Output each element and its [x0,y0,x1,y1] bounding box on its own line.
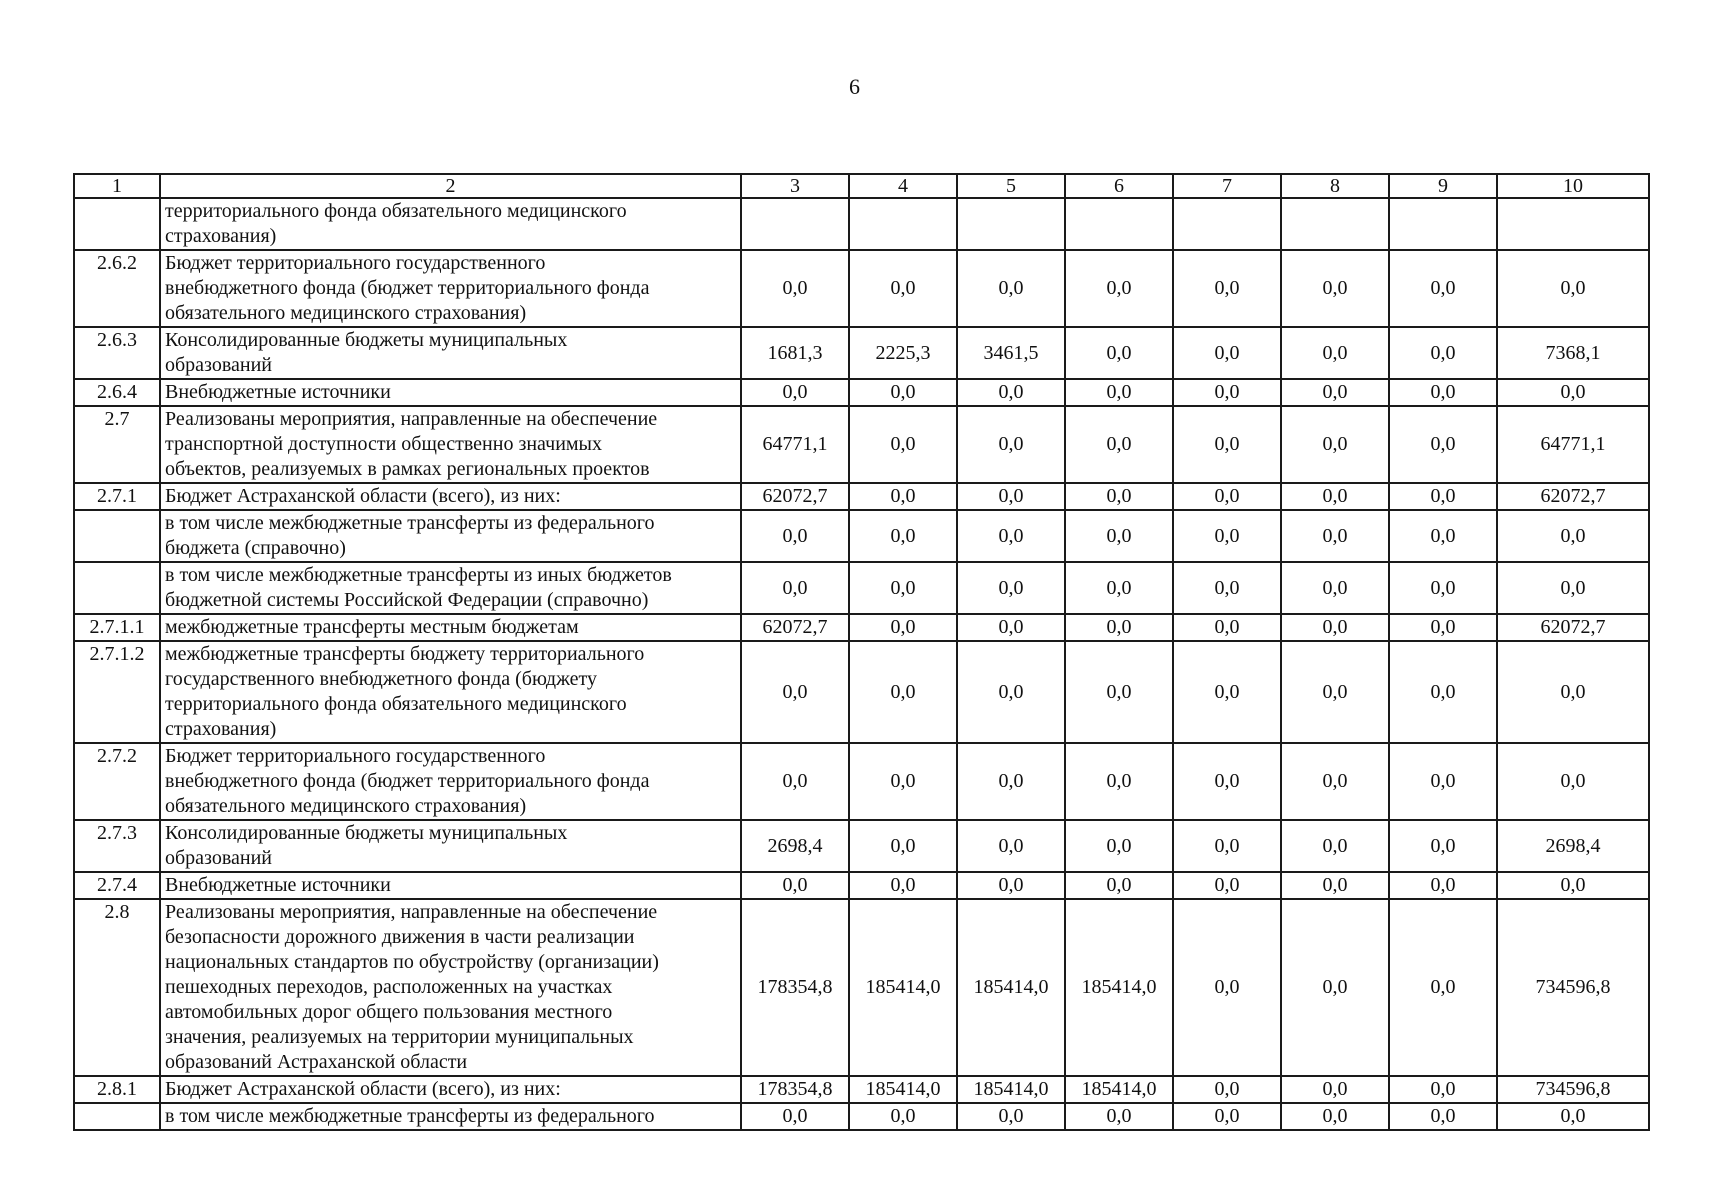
value-cell: 0,0 [741,743,849,820]
value-cell: 0,0 [1389,562,1497,614]
value-cell: 0,0 [1281,872,1389,899]
description-line: Бюджет Астраханской области (всего), из них: [165,1078,561,1100]
description-line: территориального фонда обязательного медицинского [165,200,627,222]
column-header: 2 [160,174,741,198]
row-description [160,641,741,743]
value-cell: 0,0 [1281,379,1389,406]
value-cell: 0,0 [1173,562,1281,614]
column-header: 3 [741,174,849,198]
description-line: Бюджет Астраханской области (всего), из них: [165,485,561,507]
value-cell: 0,0 [1389,1103,1497,1130]
row-number: 2.6.2 [74,250,160,327]
value-cell: 0,0 [1497,562,1649,614]
value-cell: 0,0 [1065,872,1173,899]
row-description [160,483,741,510]
value-cell: 0,0 [1281,1103,1389,1130]
description-line: межбюджетные трансферты местным бюджетам [165,616,579,638]
value-cell: 0,0 [1389,483,1497,510]
value-cell: 0,0 [1173,1103,1281,1130]
value-cell [1281,198,1389,250]
value-cell [741,198,849,250]
value-cell: 0,0 [1065,562,1173,614]
column-header: 1 [74,174,160,198]
row-number: 2.7.1 [74,483,160,510]
value-cell [1173,198,1281,250]
table-row [74,1076,1649,1103]
table-row [74,820,1649,872]
description-line: бюджетной системы Российской Федерации (справочно) [165,589,649,611]
value-cell: 0,0 [1389,406,1497,483]
table-row [74,327,1649,379]
description-line: внебюджетного фонда (бюджет территориального фонда [165,770,650,792]
value-cell: 0,0 [1173,1076,1281,1103]
value-cell: 0,0 [1065,379,1173,406]
value-cell: 0,0 [1281,743,1389,820]
row-number: 2.6.4 [74,379,160,406]
value-cell: 0,0 [1389,899,1497,1076]
row-description [160,1076,741,1103]
description-line: страхования) [165,718,277,740]
value-cell: 0,0 [1281,641,1389,743]
value-cell: 0,0 [1281,614,1389,641]
value-cell: 0,0 [849,820,957,872]
value-cell: 0,0 [1497,872,1649,899]
value-cell: 0,0 [741,379,849,406]
value-cell: 0,0 [1065,1103,1173,1130]
row-number: 2.8 [74,899,160,1076]
value-cell: 0,0 [1281,562,1389,614]
description-line: Консолидированные бюджеты муниципальных [165,329,568,351]
value-cell: 0,0 [1389,250,1497,327]
row-number: 2.6.3 [74,327,160,379]
row-description [160,510,741,562]
value-cell: 62072,7 [741,483,849,510]
value-cell: 0,0 [957,1103,1065,1130]
description-line: значения, реализуемых на территории муниципальных [165,1026,634,1048]
value-cell: 64771,1 [1497,406,1649,483]
description-line: образований Астраханской области [165,1051,468,1073]
value-cell: 0,0 [849,379,957,406]
value-cell: 0,0 [1281,250,1389,327]
row-number: 2.7.1.1 [74,614,160,641]
value-cell [1497,198,1649,250]
value-cell [1389,198,1497,250]
row-description [160,198,741,250]
value-cell: 0,0 [1173,614,1281,641]
row-description [160,743,741,820]
value-cell: 0,0 [1389,872,1497,899]
value-cell: 0,0 [1173,510,1281,562]
value-cell: 0,0 [1065,483,1173,510]
value-cell: 0,0 [849,872,957,899]
column-number-row [74,174,1649,198]
description-line: в том числе межбюджетные трансферты из федерального [165,512,655,534]
value-cell: 0,0 [1497,1103,1649,1130]
row-description [160,1103,741,1130]
table-row [74,483,1649,510]
row-description [160,327,741,379]
column-header: 6 [1065,174,1173,198]
value-cell: 2225,3 [849,327,957,379]
row-number [74,562,160,614]
column-header: 10 [1497,174,1649,198]
table-row [74,899,1649,1076]
value-cell: 0,0 [1065,406,1173,483]
row-description [160,379,741,406]
page-number: 6 [849,74,860,99]
description-line: страхования) [165,225,277,247]
value-cell: 0,0 [1389,1076,1497,1103]
value-cell: 0,0 [1389,743,1497,820]
value-cell: 0,0 [957,406,1065,483]
value-cell: 0,0 [1389,614,1497,641]
row-description [160,562,741,614]
description-line: бюджета (справочно) [165,537,346,559]
table-row [74,743,1649,820]
value-cell: 0,0 [1281,1076,1389,1103]
description-line: автомобильных дорог общего пользования местного [165,1001,613,1023]
value-cell: 0,0 [957,562,1065,614]
description-line: Бюджет территориального государственного [165,745,546,767]
value-cell: 0,0 [849,510,957,562]
value-cell: 0,0 [1173,327,1281,379]
value-cell: 0,0 [1281,510,1389,562]
value-cell: 0,0 [741,641,849,743]
value-cell: 0,0 [1065,641,1173,743]
value-cell: 2698,4 [741,820,849,872]
value-cell: 0,0 [1173,483,1281,510]
value-cell: 0,0 [849,743,957,820]
value-cell: 0,0 [1389,327,1497,379]
value-cell [1065,198,1173,250]
value-cell: 0,0 [957,379,1065,406]
description-line: пешеходных переходов, расположенных на участках [165,976,613,998]
value-cell: 0,0 [1389,379,1497,406]
table-row [74,198,1649,250]
value-cell: 0,0 [1497,743,1649,820]
row-description [160,899,741,1076]
row-description [160,872,741,899]
value-cell: 64771,1 [741,406,849,483]
description-line: Реализованы мероприятия, направленные на обеспечение [165,901,658,923]
description-line: объектов, реализуемых в рамках региональных проектов [165,458,650,480]
value-cell: 0,0 [957,872,1065,899]
value-cell: 0,0 [741,872,849,899]
value-cell: 0,0 [1065,250,1173,327]
description-line: Внебюджетные источники [165,874,391,896]
description-line: обязательного медицинского страхования) [165,302,527,324]
table-row [74,872,1649,899]
value-cell: 0,0 [1065,510,1173,562]
description-line: образований [165,847,273,869]
value-cell: 0,0 [1281,406,1389,483]
value-cell: 185414,0 [957,1076,1065,1103]
description-line: в том числе межбюджетные трансферты из иных бюджетов [165,564,672,586]
value-cell: 62072,7 [741,614,849,641]
table-row [74,641,1649,743]
value-cell: 0,0 [957,250,1065,327]
description-line: в том числе межбюджетные трансферты из федерального [165,1105,655,1127]
value-cell: 734596,8 [1497,1076,1649,1103]
value-cell: 185414,0 [1065,899,1173,1076]
row-description [160,820,741,872]
column-header: 9 [1389,174,1497,198]
description-line: межбюджетные трансферты бюджету территориального [165,643,645,665]
value-cell: 0,0 [957,641,1065,743]
description-line: транспортной доступности общественно значимых [165,433,602,455]
row-number: 2.7 [74,406,160,483]
row-description [160,250,741,327]
value-cell: 178354,8 [741,899,849,1076]
value-cell: 0,0 [741,250,849,327]
value-cell: 1681,3 [741,327,849,379]
row-description [160,406,741,483]
description-line: национальных стандартов по обустройству (организации) [165,951,659,973]
value-cell: 0,0 [957,510,1065,562]
value-cell: 0,0 [849,406,957,483]
description-line: государственного внебюджетного фонда (бюджету [165,668,597,690]
value-cell: 3461,5 [957,327,1065,379]
row-number [74,1103,160,1130]
budget-table [73,173,1650,1131]
value-cell: 0,0 [1173,820,1281,872]
value-cell: 0,0 [957,614,1065,641]
table-row [74,406,1649,483]
description-line: обязательного медицинского страхования) [165,795,527,817]
value-cell: 0,0 [1281,899,1389,1076]
value-cell: 0,0 [1173,743,1281,820]
value-cell: 0,0 [957,483,1065,510]
row-number: 2.7.1.2 [74,641,160,743]
value-cell: 0,0 [1389,641,1497,743]
table-row [74,250,1649,327]
value-cell: 0,0 [1173,406,1281,483]
value-cell: 734596,8 [1497,899,1649,1076]
value-cell: 0,0 [1497,641,1649,743]
value-cell: 0,0 [1065,614,1173,641]
column-header: 8 [1281,174,1389,198]
value-cell: 0,0 [1065,820,1173,872]
value-cell: 185414,0 [849,899,957,1076]
value-cell [849,198,957,250]
value-cell: 185414,0 [957,899,1065,1076]
value-cell: 0,0 [957,820,1065,872]
column-header: 7 [1173,174,1281,198]
table-row [74,379,1649,406]
description-line: внебюджетного фонда (бюджет территориального фонда [165,277,650,299]
description-line: территориального фонда обязательного медицинского [165,693,627,715]
table-body [74,198,1649,1130]
value-cell: 0,0 [1173,379,1281,406]
row-description [160,614,741,641]
value-cell: 0,0 [741,1103,849,1130]
value-cell: 2698,4 [1497,820,1649,872]
description-line: безопасности дорожного движения в части реализации [165,926,635,948]
description-line: Консолидированные бюджеты муниципальных [165,822,568,844]
value-cell: 0,0 [849,562,957,614]
value-cell: 178354,8 [741,1076,849,1103]
value-cell: 0,0 [1497,250,1649,327]
value-cell: 0,0 [849,483,957,510]
column-header: 5 [957,174,1065,198]
table-row [74,562,1649,614]
table-row [74,1103,1649,1130]
table-row [74,614,1649,641]
row-number: 2.7.4 [74,872,160,899]
value-cell [957,198,1065,250]
value-cell: 0,0 [1173,899,1281,1076]
value-cell: 0,0 [849,641,957,743]
row-number [74,198,160,250]
value-cell: 0,0 [1065,743,1173,820]
value-cell: 0,0 [1281,820,1389,872]
description-line: образований [165,354,273,376]
value-cell: 185414,0 [849,1076,957,1103]
value-cell: 0,0 [1389,510,1497,562]
column-header: 4 [849,174,957,198]
value-cell: 0,0 [849,250,957,327]
row-number: 2.7.3 [74,820,160,872]
value-cell: 0,0 [1065,327,1173,379]
value-cell: 0,0 [1389,820,1497,872]
description-line: Реализованы мероприятия, направленные на обеспечение [165,408,658,430]
row-number [74,510,160,562]
value-cell: 0,0 [1497,510,1649,562]
row-number: 2.7.2 [74,743,160,820]
description-line: Бюджет территориального государственного [165,252,546,274]
value-cell: 0,0 [1173,641,1281,743]
value-cell: 0,0 [741,510,849,562]
table-row [74,510,1649,562]
value-cell: 0,0 [1281,327,1389,379]
value-cell: 185414,0 [1065,1076,1173,1103]
row-number: 2.8.1 [74,1076,160,1103]
value-cell: 0,0 [957,743,1065,820]
value-cell: 7368,1 [1497,327,1649,379]
value-cell: 62072,7 [1497,614,1649,641]
value-cell: 62072,7 [1497,483,1649,510]
value-cell: 0,0 [1497,379,1649,406]
value-cell: 0,0 [1173,872,1281,899]
value-cell: 0,0 [741,562,849,614]
description-line: Внебюджетные источники [165,381,391,403]
value-cell: 0,0 [1281,483,1389,510]
value-cell: 0,0 [1173,250,1281,327]
value-cell: 0,0 [849,1103,957,1130]
value-cell: 0,0 [849,614,957,641]
